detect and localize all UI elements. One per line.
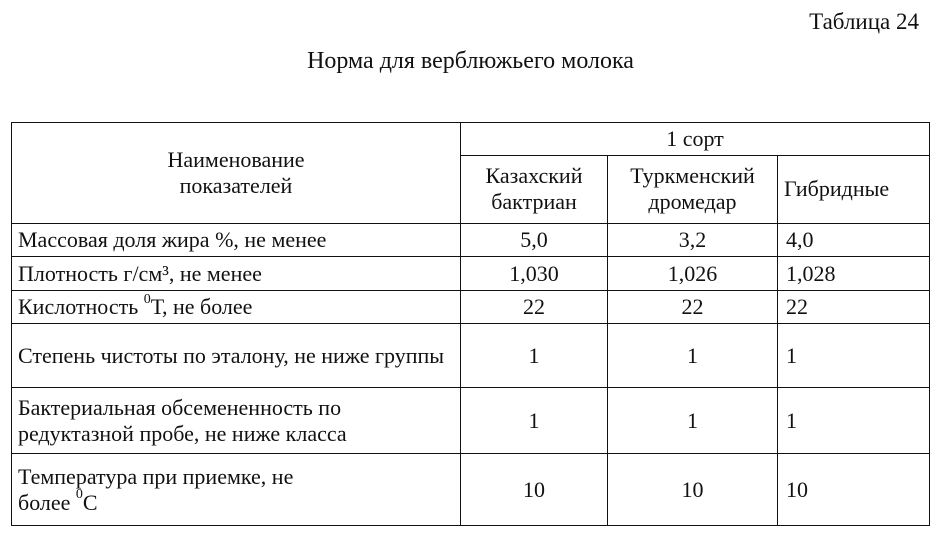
header-col-kazakh: Казахский бактриан xyxy=(461,155,608,223)
cell-value: 4,0 xyxy=(778,224,930,257)
cell-value: 1,026 xyxy=(608,257,778,291)
table-row xyxy=(12,291,930,324)
cell-value: 1 xyxy=(778,388,930,454)
header-row xyxy=(12,123,930,156)
cell-value: 5,0 xyxy=(461,224,608,257)
cell-value: 10 xyxy=(778,454,930,526)
row-name-fat: Массовая доля жира %, не менее xyxy=(12,224,461,257)
header-grade: 1 сорт xyxy=(461,123,930,156)
row-name-purity: Степень чистоты по эталону, не ниже группы xyxy=(12,324,461,388)
cell-value: 22 xyxy=(461,291,608,324)
header-indicator-name: Наименование показателей xyxy=(12,123,461,224)
cell-value: 1 xyxy=(608,388,778,454)
cell-value: 1 xyxy=(461,388,608,454)
cell-value: 22 xyxy=(778,291,930,324)
table-row xyxy=(12,324,930,388)
table-number: Таблица 24 xyxy=(809,9,919,34)
cell-value: 10 xyxy=(461,454,608,526)
table-row xyxy=(12,257,930,291)
cell-value: 1,030 xyxy=(461,257,608,291)
row-name-acidity: Кислотность $^0$Т, не более xyxy=(12,291,461,324)
header-col-hybrid: Гибридные xyxy=(778,155,930,223)
cell-value: 1,028 xyxy=(778,257,930,291)
table-row xyxy=(12,224,930,257)
row-name-temperature: Температура при приемке, не более $^0$С xyxy=(12,454,461,526)
cell-value: 1 xyxy=(778,324,930,388)
table-title: Норма для верблюжьего молока xyxy=(307,48,634,74)
cell-value: 22 xyxy=(608,291,778,324)
norms-table xyxy=(11,122,930,526)
row-name-density: Плотность г/см³, не менее xyxy=(12,257,461,291)
cell-value: 10 xyxy=(608,454,778,526)
row-name-bacterial: Бактериальная обсемененность по редуктазной пробе, не ниже класса xyxy=(12,388,461,454)
header-col-turkmen: Туркменский дромедар xyxy=(608,155,778,223)
table-row xyxy=(12,454,930,526)
table-row xyxy=(12,388,930,454)
cell-value: 3,2 xyxy=(608,224,778,257)
cell-value: 1 xyxy=(461,324,608,388)
cell-value: 1 xyxy=(608,324,778,388)
